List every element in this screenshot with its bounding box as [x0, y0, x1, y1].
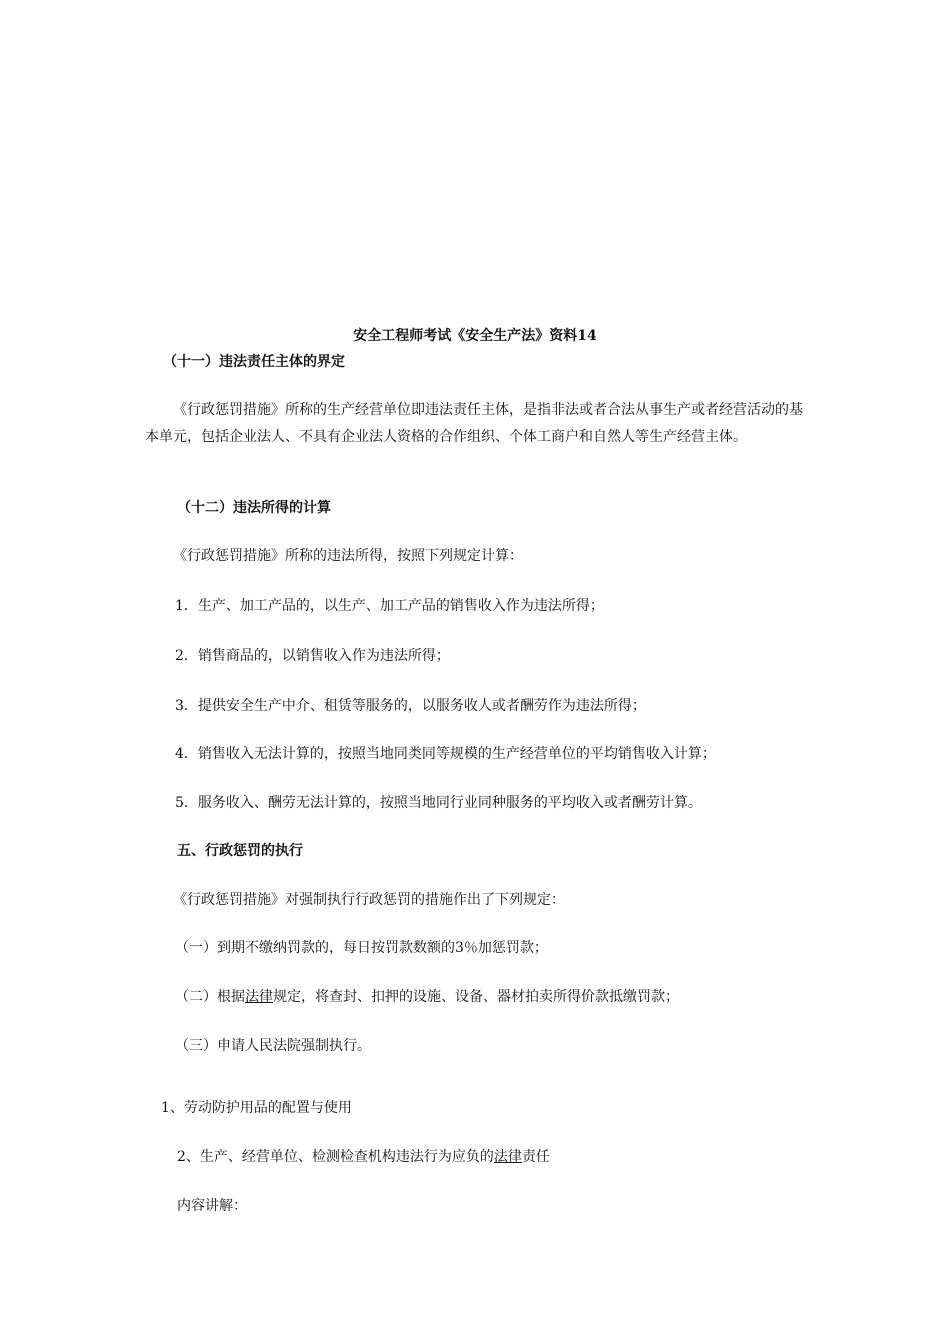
section-5-item-2-suffix: 规定，将查封、扣押的设施、设备、器材拍卖所得价款抵缴罚款；: [273, 989, 679, 1005]
section-12-item-5: 5．服务收入、酬劳无法计算的，按照当地同行业同种服务的平均收入或者酬劳计算。: [175, 795, 702, 811]
law-link[interactable]: 法律: [245, 989, 273, 1005]
content-label: 内容讲解：: [177, 1198, 247, 1214]
document-title: 安全工程师考试《安全生产法》资料14: [353, 328, 597, 344]
topic-2: [177, 1147, 550, 1167]
topic-2-suffix: 责任: [521, 1149, 550, 1165]
section-12-heading: （十二）违法所得的计算: [177, 500, 331, 516]
section-5-heading: 五、行政惩罚的执行: [177, 843, 303, 859]
section-12-item-3: 3．提供安全生产中介、租赁等服务的，以服务收人或者酬劳作为违法所得；: [175, 698, 646, 714]
topic-1: 1、劳动防护用品的配置与使用: [161, 1100, 352, 1116]
section-11-heading: （十一）违法责任主体的界定: [163, 354, 345, 370]
section-12-item-1: 1．生产、加工产品的，以生产、加工产品的销售收入作为违法所得；: [175, 598, 604, 614]
section-12-intro: 《行政惩罚措施》所称的违法所得，按照下列规定计算：: [173, 548, 523, 564]
law-link-2[interactable]: 法律: [493, 1149, 522, 1165]
section-11-paragraph: 《行政惩罚措施》所称的生产经营单位即违法责任主体，是指非法或者合法从事生产或者经营活动的基本单元，包括企业法人、不具有企业法人资格的合作组织、个体工商户和自然人等生产经营主体。: [145, 402, 803, 445]
section-5-item-2-prefix: （二）根据: [175, 989, 245, 1005]
section-12-item-4: 4．销售收入无法计算的，按照当地同类同等规模的生产经营单位的平均销售收入计算；: [175, 746, 716, 762]
section-12-item-2: 2．销售商品的，以销售收入作为违法所得；: [175, 648, 450, 664]
section-5-item-3: （三）申请人民法院强制执行。: [175, 1038, 371, 1054]
section-5-item-2: [175, 987, 679, 1007]
section-5-item-1: （一）到期不缴纳罚款的，每日按罚款数额的3％加惩罚款；: [175, 940, 548, 956]
topic-2-prefix: 2、生产、经营单位、检测检查机构违法行为应负的: [177, 1149, 494, 1165]
section-5-intro: 《行政惩罚措施》对强制执行行政惩罚的措施作出了下列规定：: [173, 892, 565, 908]
